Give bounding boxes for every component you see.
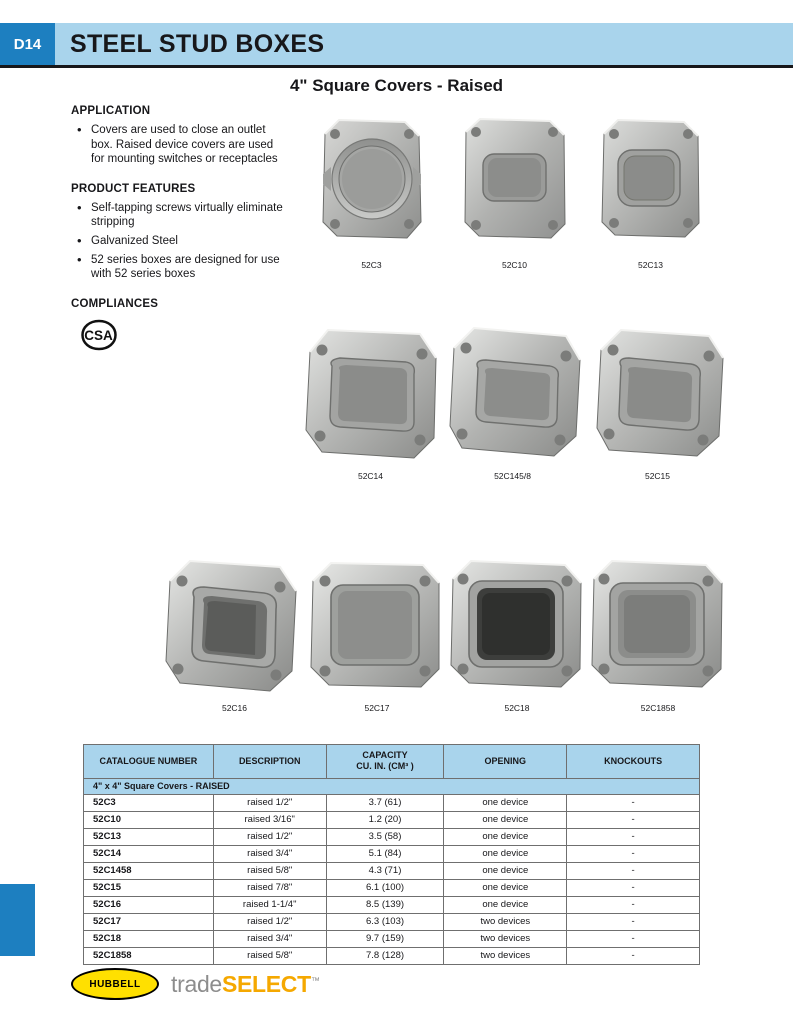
cell-description: raised 1/2" [213,828,326,845]
list-item: • Galvanized Steel [71,234,286,249]
col-catalogue-number: CATALOGUE NUMBER [84,745,214,779]
cell-opening: one device [444,896,567,913]
cell-catalogue: 52C3 [84,794,214,811]
product-caption: 52C16 [221,703,248,713]
cell-description: raised 1-1/4" [213,896,326,913]
product-caption: 52C17 [364,703,390,713]
cell-knockouts: - [567,896,700,913]
cell-description: raised 5/8" [213,947,326,964]
features-list [71,201,286,282]
page-edge-marker [0,884,35,956]
cell-catalogue: 52C1858 [84,947,214,964]
product-image-52C13 [588,112,713,277]
cell-catalogue: 52C14 [84,845,214,862]
cell-knockouts: - [567,845,700,862]
col-capacity-line1: CAPACITY [362,750,408,760]
table-row [84,811,700,828]
header-divider [0,65,793,68]
cell-description: raised 5/8" [213,862,326,879]
product-caption: 52C15 [644,471,671,481]
application-list [71,123,286,167]
cell-opening: one device [444,828,567,845]
svg-text:CSA: CSA [84,327,113,343]
cell-capacity: 3.7 (61) [326,794,444,811]
cell-catalogue: 52C13 [84,828,214,845]
cell-knockouts: - [567,794,700,811]
cell-capacity: 8.5 (139) [326,896,444,913]
col-capacity [326,745,444,779]
list-item: • Self-tapping screws virtually eliminate stripping [71,201,286,230]
compliances-heading: COMPLIANCES [71,297,159,310]
product-image-52C15 [575,318,740,493]
col-opening: OPENING [444,745,567,779]
cell-catalogue: 52C18 [84,930,214,947]
product-caption: 52C145/8 [494,471,531,481]
cell-capacity: 7.8 (128) [326,947,444,964]
cell-opening: two devices [444,947,567,964]
cell-description: raised 3/4" [213,845,326,862]
cell-capacity: 5.1 (84) [326,845,444,862]
table-row [84,828,700,845]
left-text-column [71,105,286,357]
page-header [0,23,793,65]
cell-opening: one device [444,811,567,828]
cell-opening: two devices [444,913,567,930]
product-image-52C18 [437,553,597,721]
product-image-52C10 [452,112,577,277]
table-row [84,896,700,913]
table-row [84,845,700,862]
cell-capacity: 1.2 (20) [326,811,444,828]
table-row [84,913,700,930]
cell-description: raised 1/2" [213,794,326,811]
table-header-row [84,745,700,779]
cell-catalogue: 52C15 [84,879,214,896]
group-label: 4" x 4" Square Covers - RAISED [84,778,700,794]
product-image-52C145-8 [430,318,595,493]
cell-capacity: 4.3 (71) [326,862,444,879]
cell-capacity: 6.1 (100) [326,879,444,896]
cell-opening: two devices [444,930,567,947]
wordmark-tm: ™ [310,974,320,985]
cell-knockouts: - [567,811,700,828]
product-caption: 52C18 [504,703,530,713]
product-caption: 52C3 [361,260,382,270]
cell-capacity: 9.7 (159) [326,930,444,947]
product-caption: 52C1858 [640,703,676,713]
wordmark-select: SELECT [221,970,311,997]
table-row [84,794,700,811]
table-group-row [84,778,700,794]
product-image-52C17 [297,553,457,721]
tradeselect-wordmark [171,971,320,998]
product-image-52C16 [152,553,317,721]
product-image-52C1858 [578,553,738,721]
cell-knockouts: - [567,828,700,845]
cell-opening: one device [444,862,567,879]
page-subtitle: 4" Square Covers - Raised [289,76,504,95]
list-item: • 52 series boxes are designed for use with 52 series boxes [71,253,286,282]
col-capacity-line2: CU. IN. (CM³ ) [356,761,414,772]
cell-catalogue: 52C10 [84,811,214,828]
page-number-tab: D14 [0,23,55,65]
csa-logo-icon [80,319,286,357]
table-row [84,879,700,896]
application-heading: APPLICATION [71,105,151,117]
list-item: • Covers are used to close an outlet box. Raised device covers are used for mounting switches or receptacles [71,123,286,167]
cell-capacity: 6.3 (103) [326,913,444,930]
product-caption: 52C14 [357,471,384,481]
cell-description: raised 3/16" [213,811,326,828]
product-image-52C3 [309,112,434,277]
product-caption: 52C13 [637,260,664,270]
page-title: STEEL STUD BOXES [70,29,325,58]
product-image-52C14 [288,318,453,493]
cell-catalogue: 52C17 [84,913,214,930]
cell-knockouts: - [567,913,700,930]
features-heading: PRODUCT FEATURES [71,182,196,195]
cell-description: raised 7/8" [213,879,326,896]
cell-knockouts: - [567,930,700,947]
cell-catalogue: 52C16 [84,896,214,913]
cell-catalogue: 52C1458 [84,862,214,879]
cell-knockouts: - [567,947,700,964]
col-description: DESCRIPTION [213,745,326,779]
cell-capacity: 3.5 (58) [326,828,444,845]
cell-description: raised 1/2" [213,913,326,930]
cell-knockouts: - [567,879,700,896]
table-row [84,947,700,964]
page-footer [71,968,320,1000]
col-knockouts: KNOCKOUTS [567,745,700,779]
cell-opening: one device [444,879,567,896]
cell-opening: one device [444,794,567,811]
cell-opening: one device [444,845,567,862]
hubbell-logo: HUBBELL [71,968,159,1000]
cell-knockouts: - [567,862,700,879]
product-caption: 52C10 [501,260,528,270]
table-row [84,930,700,947]
cell-description: raised 3/4" [213,930,326,947]
wordmark-trade: trade [171,970,222,997]
specification-table [83,744,700,965]
table-row [84,862,700,879]
